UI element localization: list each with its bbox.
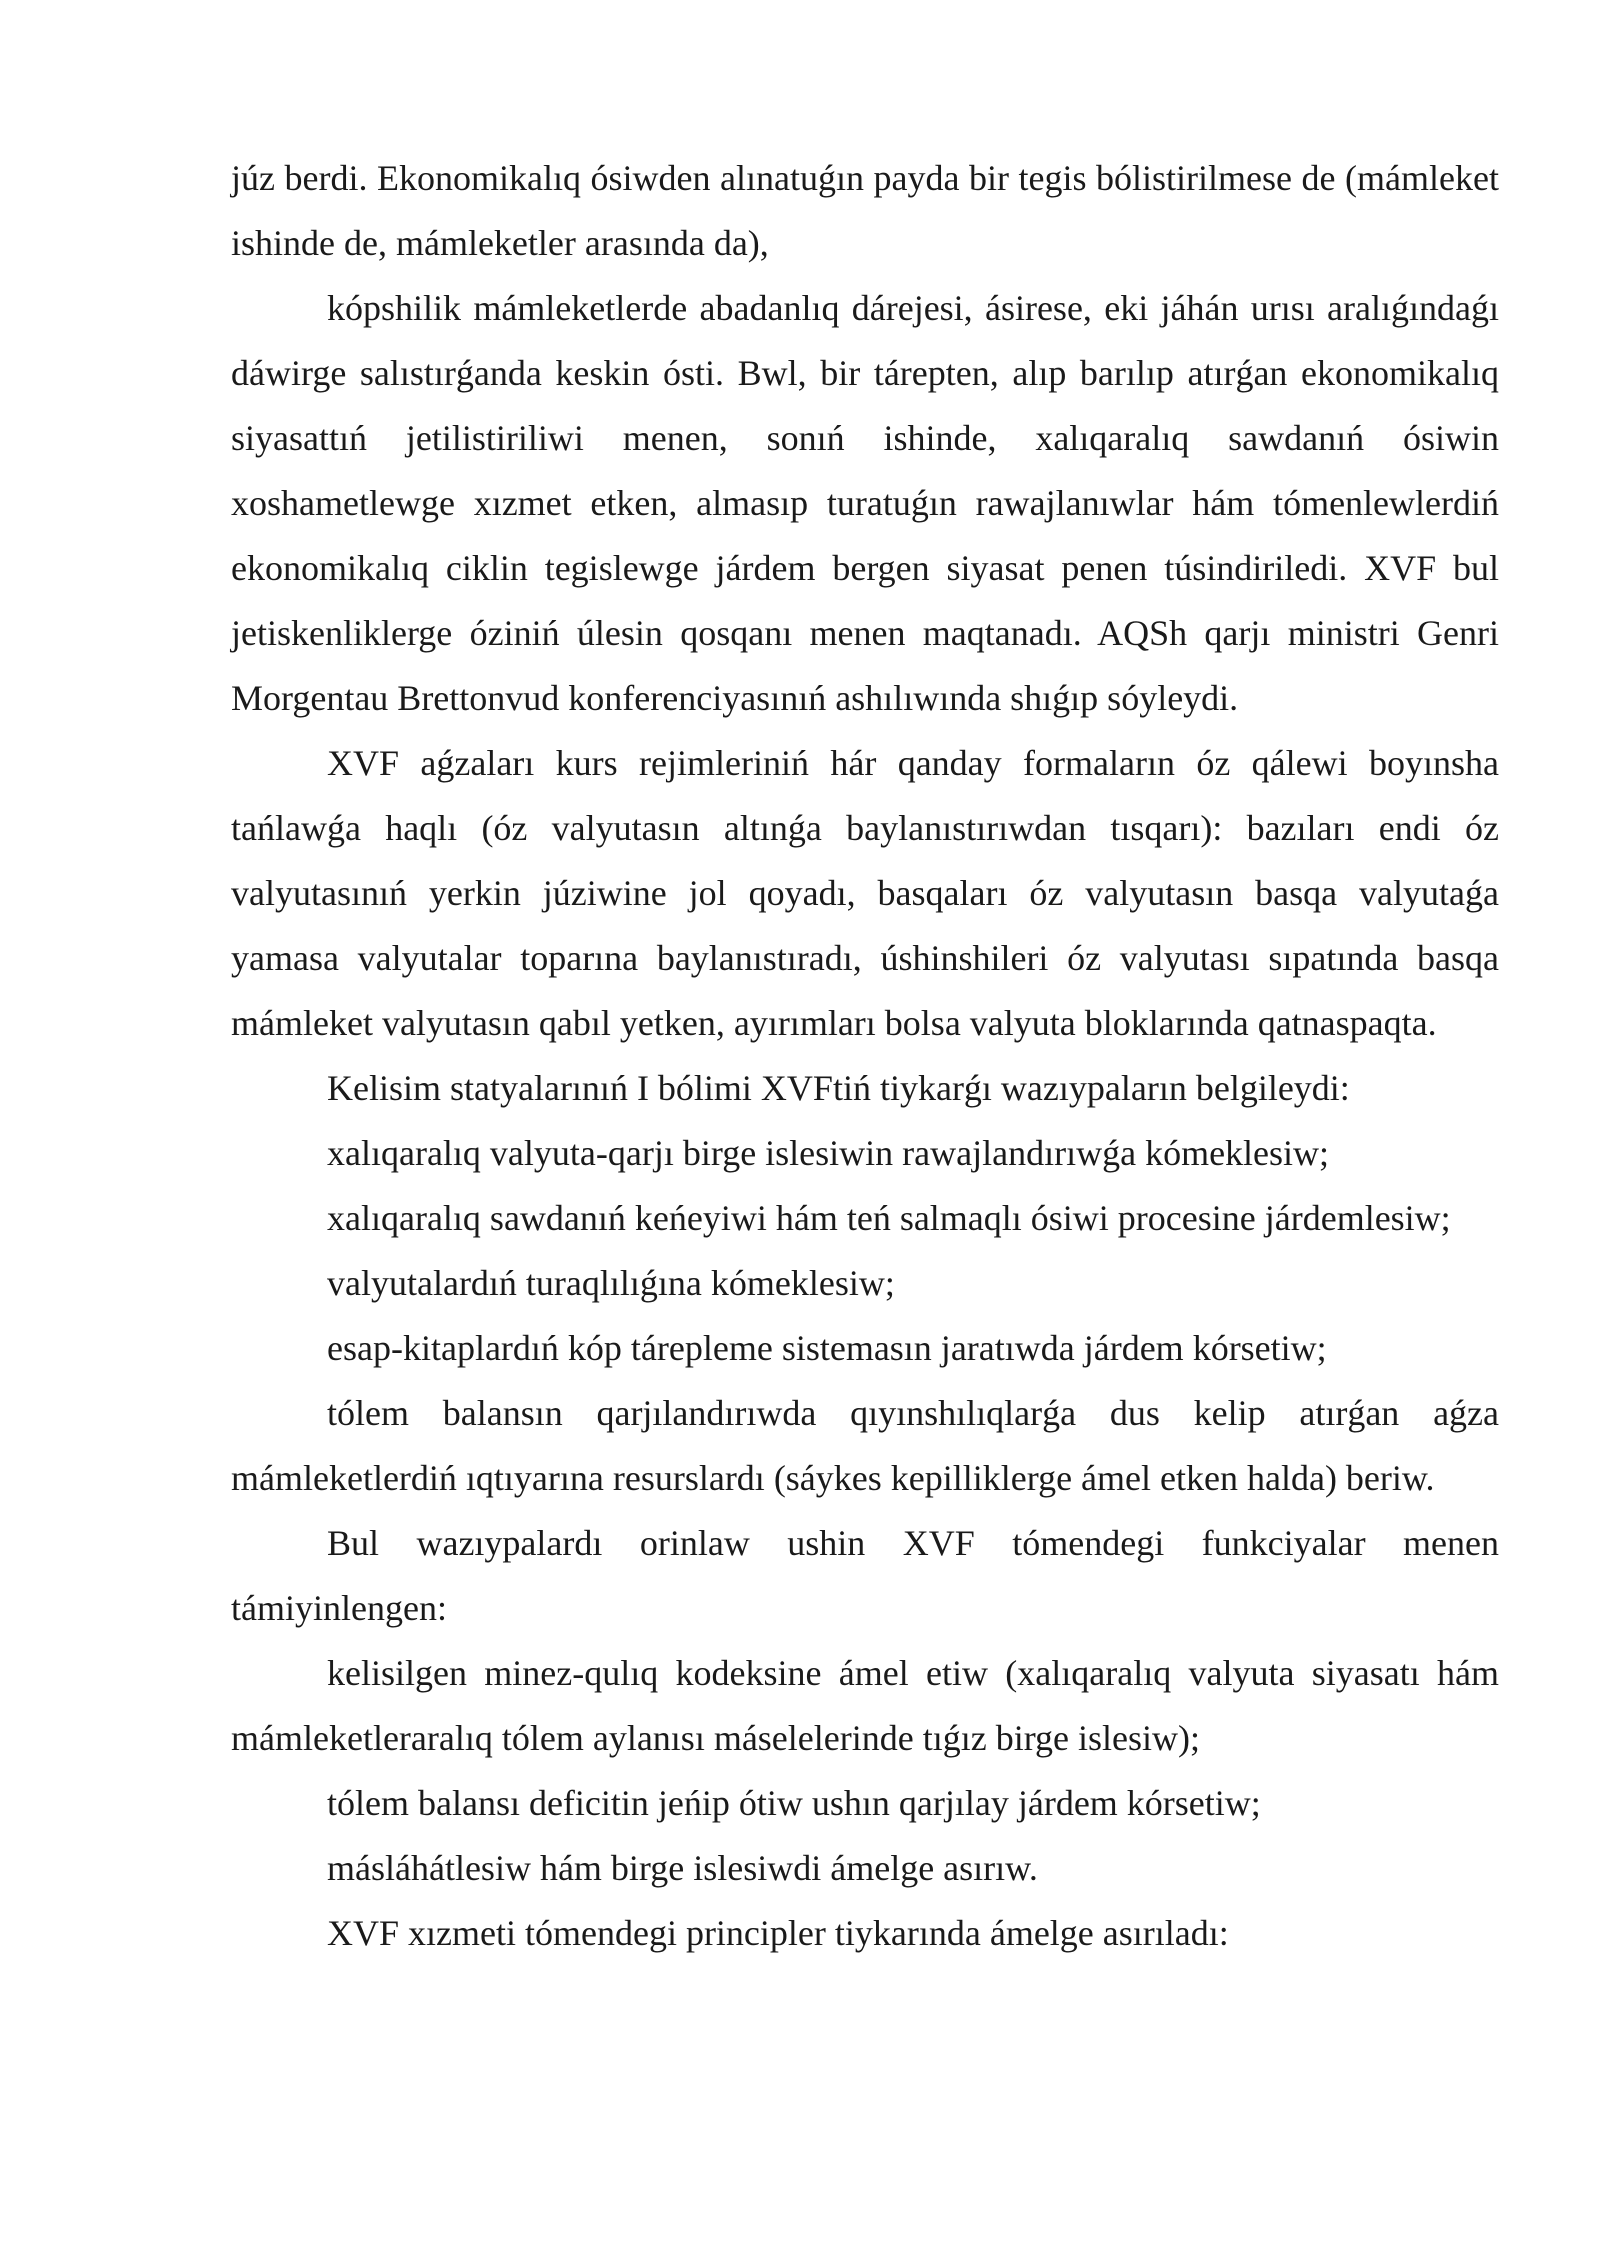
list-item: tólem balansın qarjılandırıwda qıyınshılıqlarǵa dus kelip atırǵan aǵza mámleketlerdiń ıqtıyarına resurslardı (sáykes kepilliklerge ámel etken halda) beriw. [231,1393,1499,1498]
list-item: tólem balansı deficitin jeńip ótiw ushın qarjılay járdem kórsetiw; [327,1783,1261,1823]
list-item: másláhátlesiw hám birge islesiwdi ámelge asırıw. [327,1848,1038,1888]
list-item: valyutalardıń turaqlılıǵına kómeklesiw; [327,1263,895,1303]
paragraph: Bul wazıypalardı orinlaw ushin XVF tómendegi funkciyalar menen támiyinlengen: [231,1523,1499,1628]
list-item: esap-kitaplardıń kóp tárepleme sistemasın jaratıwda járdem kórsetiw; [327,1328,1327,1368]
paragraph: Kelisim statyalarınıń I bólimi XVFtiń tiykarǵı wazıypaların belgileydi: [327,1068,1350,1108]
paragraph: XVF aǵzaları kurs rejimleriniń hár qanday formaların óz qálewi boyınsha tańlawǵa haqlı (óz valyutasın altınǵa baylanıstırıwdan tısqarı): bazıları endi óz valyutasınıń yerkin júziwine jol qoyadı, basqaları óz valyutasın basqa valyutaǵa yamasa valyutalar toparına baylanıstıradı, úshinshileri óz valyutası sıpatında basqa mámleket valyutasın qabıl yetken, ayırımları bolsa valyuta bloklarında qatnaspaqta. [231,743,1499,1043]
list-item: kelisilgen minez-qulıq kodeksine ámel etiw (xalıqaralıq valyuta siyasatı hám mámleketleraralıq tólem aylanısı máselelerinde tıǵız birge islesiw); [231,1653,1499,1758]
body-text [231,146,1499,1966]
paragraph: kópshilik mámleketlerde abadanlıq dárejesi, ásirese, eki jáhán urısı aralıǵındaǵı dáwirge salıstırǵanda keskin ósti. Bwl, bir tárepten, alıp barılıp atırǵan ekonomikalıq siyasattıń jetilistiriliwi menen, sonıń ishinde, xalıqaralıq sawdanıń ósiwin xoshametlewge xızmet etken, almasıp turatuǵın rawajlanıwlar hám tómenlewlerdiń ekonomikalıq ciklin tegislewge járdem bergen siyasat penen túsindiriledi. XVF bul jetiskenliklerge óziniń úlesin qosqanı menen maqtanadı. AQSh qarjı ministri Genri Morgentau Brettonvud konferenciyasınıń ashılıwında shıǵıp sóyleydi. [231,288,1499,718]
paragraph: XVF xızmeti tómendegi principler tiykarında ámelge asırıladı: [327,1913,1229,1953]
paragraph: júz berdi. Ekonomikalıq ósiwden alınatuǵın payda bir tegis bólistirilmese de (mámleket ishinde de, mámleketler arasında da), [231,158,1499,263]
list-item: xalıqaralıq valyuta-qarjı birge islesiwin rawajlandırıwǵa kómeklesiw; [327,1133,1330,1173]
list-item: xalıqaralıq sawdanıń keńeyiwi hám teń salmaqlı ósiwi procesine járdemlesiw; [327,1198,1451,1238]
